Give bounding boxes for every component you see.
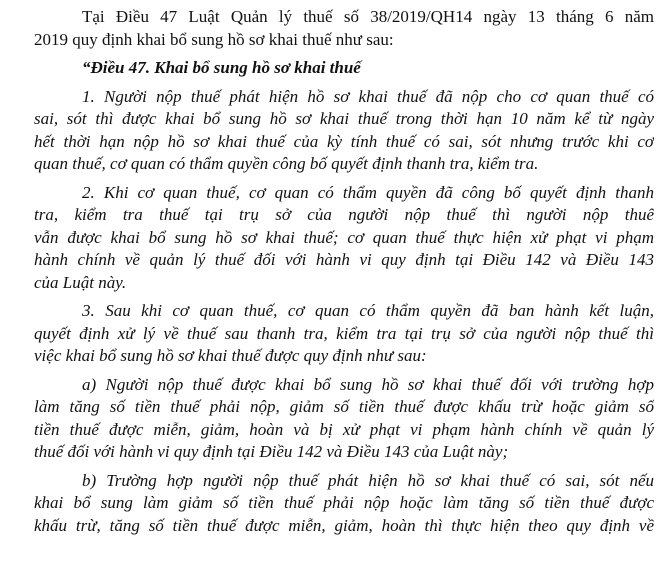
text-line: của Luật này.	[34, 272, 127, 292]
text-line: khai bổ sung làm giảm số tiền thuế phải nộp hoặc làm tăng số tiền thuế được	[34, 493, 654, 512]
text-line: b) Trường hợp người nộp thuế phát hiện hồ sơ khai thuế có sai, sót nếu	[82, 470, 654, 490]
clause-1	[34, 86, 654, 176]
text-line: hành chính về quản lý thuế đối với hành vi quy định tại Điều 142 và Điều 143	[34, 250, 654, 269]
text-line: a) Người nộp thuế được khai bổ sung hồ sơ khai thuế đối với trường hợp	[82, 374, 654, 394]
text-line: tiền thuế được miễn, giảm, hoàn và bị xử phạt vi phạm hành chính về quản lý	[34, 419, 654, 439]
clause-3a	[34, 374, 654, 464]
text-line: quan thuế, cơ quan có thẩm quyền công bố quyết định thanh tra, kiểm tra.	[34, 154, 539, 173]
text-line: hết thời hạn nộp hồ sơ khai thuế của kỳ tính thuế có sai, sót nhưng trước khi cơ	[34, 131, 654, 151]
text-line: 3. Sau khi cơ quan thuế, cơ quan có thẩm quyền đã ban hành kết luận,	[82, 301, 654, 320]
text-line: thuế đối với hành vi quy định tại Điều 142 và Điều 143 của Luật này;	[34, 442, 509, 461]
text-line: Tại Điều 47 Luật Quản lý thuế số 38/2019/QH14 ngày 13 tháng 6 năm	[82, 7, 654, 26]
text-line: 2. Khi cơ quan thuế, cơ quan có thẩm quyền đã công bố quyết định thanh	[82, 182, 654, 202]
text-line: việc khai bổ sung hồ sơ khai thuế được quy định như sau:	[34, 346, 427, 365]
text-line: tra, kiểm tra thuế tại trụ sở của người nộp thuế thì người nộp thuế	[34, 205, 654, 224]
text-line: vẫn được khai bổ sung hồ sơ khai thuế; cơ quan thuế thực hiện xử phạt vi phạm	[34, 227, 654, 247]
text-line: khấu trừ, tăng số tiền thuế được miễn, giảm, hoàn thì thực hiện theo quy định về	[34, 515, 654, 535]
clause-2	[34, 182, 654, 295]
text-line: 1. Người nộp thuế phát hiện hồ sơ khai thuế đã nộp cho cơ quan thuế có	[82, 86, 654, 106]
text-line: 2019 quy định khai bổ sung hồ sơ khai thuế như sau:	[34, 29, 394, 49]
clause-3	[34, 300, 654, 368]
article-heading: “Điều 47. Khai bổ sung hồ sơ khai thuế	[82, 58, 361, 77]
clause-3b	[34, 470, 654, 538]
text-line: sai, sót thì được khai bổ sung hồ sơ khai thuế trong thời hạn 10 năm kể từ ngày	[34, 109, 654, 128]
intro-paragraph	[34, 6, 654, 51]
text-line: quyết định xử lý về thuế sau thanh tra, kiểm tra tại trụ sở của người nộp thuế thì	[34, 323, 654, 343]
text-line: làm tăng số tiền thuế phải nộp, giảm số tiền thuế được khấu trừ hoặc giảm số	[34, 397, 654, 416]
